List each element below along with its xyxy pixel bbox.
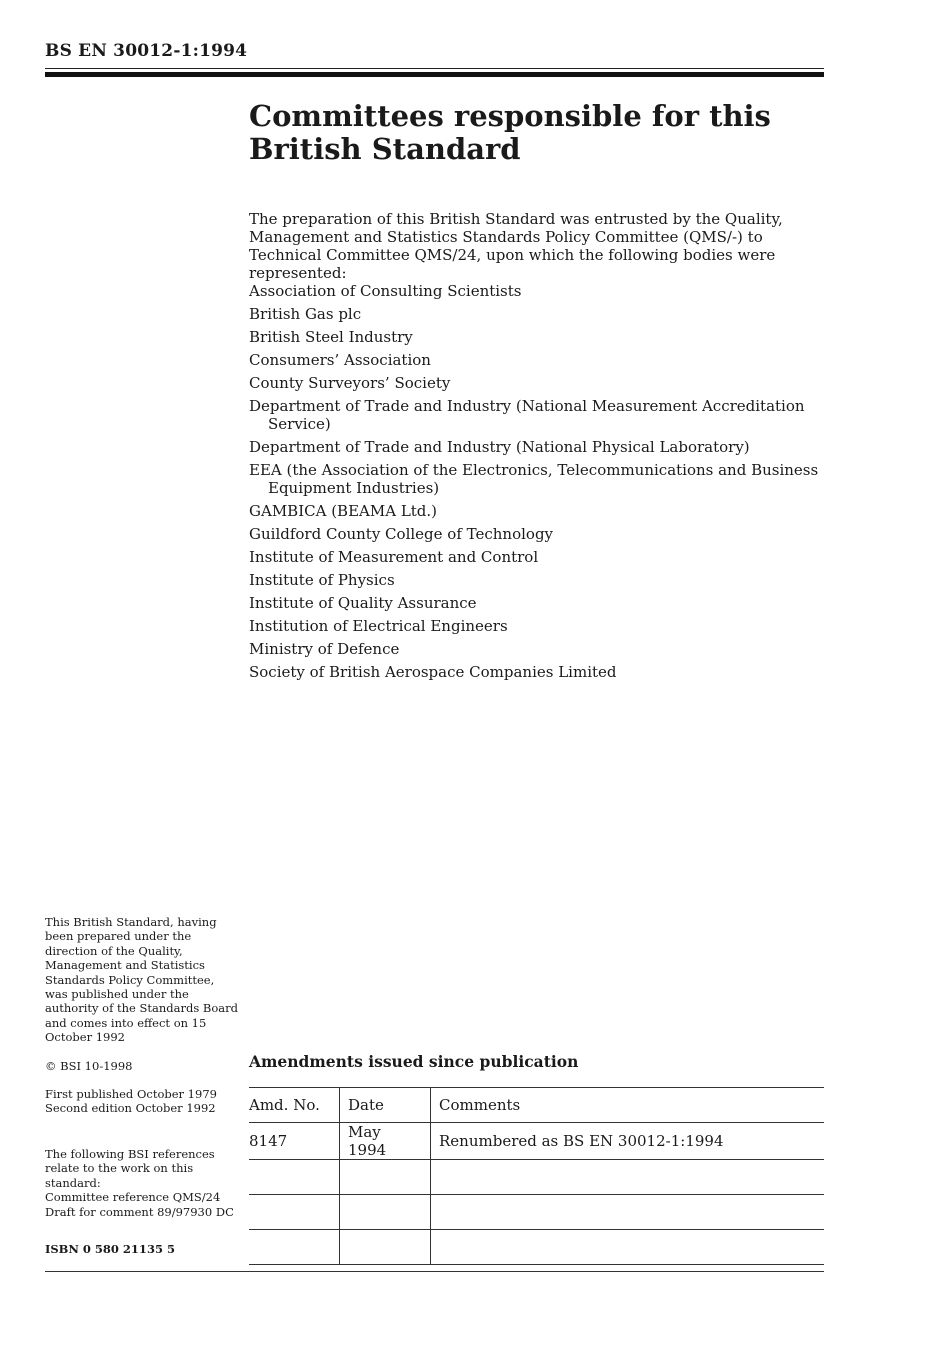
footer-rule <box>45 1271 824 1272</box>
represented-bodies-list <box>249 282 829 686</box>
table-row <box>249 1123 824 1160</box>
list-item: British Gas plc <box>249 305 362 323</box>
cell-comments <box>431 1160 825 1195</box>
list-item: Consumers’ Association <box>249 351 431 369</box>
table-row <box>249 1160 824 1195</box>
publication-history <box>45 1087 217 1116</box>
committee-reference: Committee reference QMS/24 <box>45 1190 221 1205</box>
cell-comments <box>431 1230 825 1265</box>
intro-paragraph: The preparation of this British Standard was entrusted by the Quality, Management and Statistics Standards Policy Committee (QMS/-) to Technical Committee QMS/24, upon which the following bodies were represented: <box>249 210 783 282</box>
list-item: Society of British Aerospace Companies Limited <box>249 663 617 681</box>
cell-amd-no: 8147 <box>249 1123 340 1160</box>
isbn: ISBN 0 580 21135 5 <box>45 1242 175 1256</box>
references-intro: The following BSI references relate to the work on this standard: <box>45 1147 215 1190</box>
list-item: EEA (the Association of the Electronics, Telecommunications and Business Equipment Industries) <box>249 461 819 497</box>
cell-comments <box>431 1195 825 1230</box>
cell-amd-no <box>249 1195 340 1230</box>
list-item: Department of Trade and Industry (National Measurement Accreditation Service) <box>249 397 805 433</box>
cell-date <box>340 1230 431 1265</box>
second-edition: Second edition October 1992 <box>45 1101 216 1116</box>
header-rule-thick <box>45 72 824 77</box>
cell-date: May 1994 <box>340 1123 431 1160</box>
cell-date <box>340 1160 431 1195</box>
list-item: Ministry of Defence <box>249 640 400 658</box>
list-item: County Surveyors’ Society <box>249 374 451 392</box>
publication-statement: This British Standard, having been prepared under the direction of the Quality, Management and Statistics Standards Policy Committee, was published under the authority of the Standards Board and comes into effect on 15 October 1992 <box>45 915 238 1045</box>
list-item: Institute of Measurement and Control <box>249 548 539 566</box>
list-item: Institution of Electrical Engineers <box>249 617 508 635</box>
page-title-line2: British Standard <box>249 132 521 166</box>
list-item: Association of Consulting Scientists <box>249 282 522 300</box>
copyright-notice: © BSI 10-1998 <box>45 1059 133 1073</box>
table-header-row <box>249 1088 824 1123</box>
list-item: Institute of Physics <box>249 571 395 589</box>
list-item: Department of Trade and Industry (National Physical Laboratory) <box>249 438 750 456</box>
bsi-references <box>45 1147 245 1219</box>
cell-comments: Renumbered as BS EN 30012-1:1994 <box>431 1123 825 1160</box>
header-date: Date <box>340 1088 431 1123</box>
sidebar-statement <box>45 915 240 1045</box>
draft-reference: Draft for comment 89/97930 DC <box>45 1204 234 1219</box>
cell-date <box>340 1195 431 1230</box>
cell-amd-no <box>249 1230 340 1265</box>
header-comments: Comments <box>431 1088 825 1123</box>
table-row <box>249 1195 824 1230</box>
header-amd-no: Amd. No. <box>249 1088 340 1123</box>
list-item: GAMBICA (BEAMA Ltd.) <box>249 502 438 520</box>
list-item: British Steel Industry <box>249 328 413 346</box>
amendments-table <box>249 1087 824 1265</box>
header-rule-thin <box>45 68 824 69</box>
document-id: BS EN 30012-1:1994 <box>45 41 248 61</box>
amendments-title: Amendments issued since publication <box>249 1052 579 1071</box>
first-published: First published October 1979 <box>45 1087 217 1101</box>
list-item: Institute of Quality Assurance <box>249 594 477 612</box>
list-item: Guildford County College of Technology <box>249 525 554 543</box>
cell-amd-no <box>249 1160 340 1195</box>
page-title-line1: Committees responsible for this <box>249 99 771 133</box>
page-title <box>249 100 809 166</box>
table-row <box>249 1230 824 1265</box>
